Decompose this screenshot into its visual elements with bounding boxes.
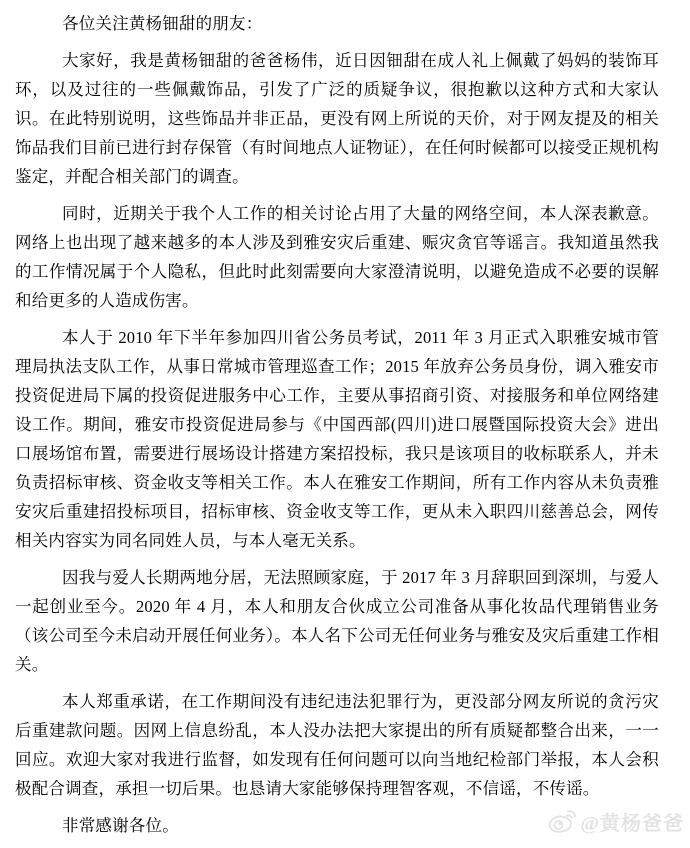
- watermark-handle: @黄杨爸爸: [580, 813, 684, 835]
- paragraph-work-history: 本人于 2010 年下半年参加四川省公务员考试，2011 年 3 月正式入职雅安城市管理局执法支队工作，从事日常城市管理巡查工作；2015 年放弃公务员身份，调入雅安市投资促进局下属的投资促进服务中心工作，主要从事招商引资、对接服务和单位网络建设工作。期间，雅安市投资促进局参与《中国西部(四川)进口展暨国际投资大会》进出口展场馆布置，需要进行展场设计搭建方案招投标，我只是该项目的收标联系人，并未负责招标审核、资金收支等相关工作。本人在雅安工作期间，所有工作内容从未负责雅安灾后重建招投标项目，招标审核、资金收支等工作，更从未入职四川慈善总会，网传相关内容实为同名同姓人员，与本人毫无关系。: [15, 328, 659, 550]
- weibo-watermark: [547, 807, 684, 836]
- paragraph-resignation-company: 因我与爱人长期两地分居，无法照顾家庭，于 2017 年 3 月辞职回到深圳，与爱人一起创业至今。2020 年 4 月，本人和朋友合伙成立公司准备从事化妆品代理销售业务（该公司至今未启动开展任何业务）。本人名下公司无任何业务与雅安及灾后重建工作相关。: [15, 568, 659, 674]
- greeting-line: 各位关注黄杨钿甜的朋友：: [62, 14, 263, 33]
- paragraph-pledge: 本人郑重承诺，在工作期间没有违纪违法犯罪行为，更没部分网友所说的贪污灾后重建款问题。因网上信息纷乱，本人没办法把大家提出的所有质疑都整合出来，一一回应。欢迎大家对我进行监督，如发现有任何问题可以向当地纪检部门举报，本人会积极配合调查，承担一切后果。也恳请大家能够保持理智客观，不信谣，不传谣。: [15, 692, 659, 798]
- weibo-logo-icon: [547, 808, 577, 835]
- closing-line: 非常感谢各位。: [62, 816, 179, 835]
- paragraph-jewelry-clarification: 大家好，我是黄杨钿甜的爸爸杨伟，近日因钿甜在成人礼上佩戴了妈妈的装饰耳环，以及过往的一些佩戴饰品，引发了广泛的质疑争议，很抱歉以这种方式和大家认识。在此特别说明，这些饰品并非正品，更没有网上所说的天价，对于网友提及的相关饰品我们目前已进行封存保管（有时间地点人证物证），在任何时候都可以接受正规机构鉴定，并配合相关部门的调查。: [15, 51, 659, 186]
- paragraph-apology-rumors: 同时，近期关于我个人工作的相关讨论占用了大量的网络空间，本人深表歉意。网络上也出现了越来越多的本人涉及到雅安灾后重建、赈灾贪官等谣言。我知道虽然我的工作情况属于个人隐私，但此时此刻需要向大家澄清说明，以避免造成不必要的误解和给更多的人造成伤害。: [15, 204, 659, 310]
